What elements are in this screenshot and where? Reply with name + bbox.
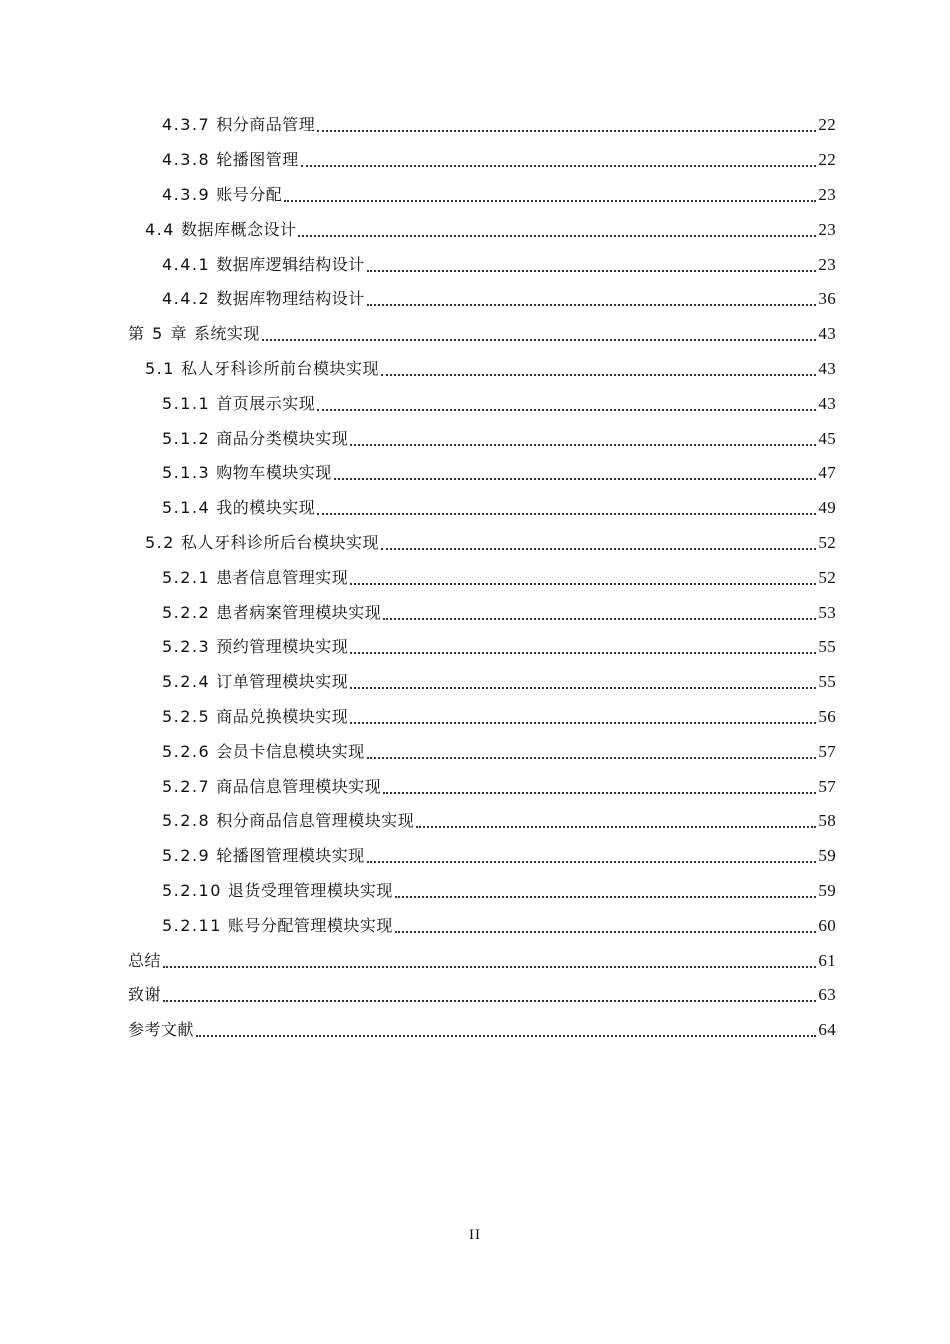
toc-entry-page: 57 (818, 741, 836, 761)
toc-dot-leader (395, 896, 816, 898)
toc-entry-page: 23 (818, 219, 836, 239)
toc-entry[interactable] (0, 247, 836, 282)
toc-entry[interactable] (0, 178, 836, 213)
toc-entry-page: 59 (818, 846, 836, 866)
toc-entry-page: 22 (818, 115, 836, 135)
toc-entry-number: 5.2.10 (162, 880, 222, 900)
toc-entry[interactable] (0, 421, 836, 456)
toc-entry-page: 45 (818, 428, 836, 448)
toc-entry-title: 商品兑换模块实现 (216, 706, 349, 726)
toc-entry[interactable] (0, 560, 836, 595)
toc-dot-leader (395, 931, 816, 933)
toc-entry[interactable] (0, 839, 836, 874)
toc-dot-leader (196, 1035, 816, 1037)
toc-entry-title: 总结 (128, 950, 162, 970)
toc-entry-page: 52 (818, 532, 836, 552)
toc-entry-number: 5.2.2 (162, 602, 211, 622)
toc-entry-page: 53 (818, 602, 836, 622)
toc-entry[interactable] (0, 665, 836, 700)
toc-dot-leader (301, 165, 817, 167)
toc-dot-leader (163, 966, 816, 968)
toc-entry[interactable] (0, 874, 836, 909)
toc-entry-number: 5.2.7 (162, 776, 211, 796)
toc-entry-number: 第 5 章 (128, 324, 188, 344)
toc-dot-leader (381, 548, 816, 550)
toc-entry-title: 首页展示实现 (216, 393, 316, 413)
toc-dot-leader (383, 792, 816, 794)
toc-entry-title: 私人牙科诊所后台模块实现 (180, 532, 379, 552)
toc-entry-title: 轮播图管理模块实现 (216, 846, 365, 866)
toc-entry-number: 5.2.1 (162, 567, 211, 587)
toc-entry[interactable] (0, 1013, 836, 1048)
toc-entry-page: 47 (818, 463, 836, 483)
toc-entry-page: 22 (818, 150, 836, 170)
toc-entry[interactable] (0, 908, 836, 943)
toc-dot-leader (334, 478, 817, 480)
toc-entry-number: 5.2.9 (162, 846, 211, 866)
toc-entry-page: 63 (818, 985, 836, 1005)
toc-entry[interactable] (0, 700, 836, 735)
toc-entry-page: 23 (818, 184, 836, 204)
toc-entry[interactable] (0, 456, 836, 491)
toc-entry[interactable] (0, 317, 836, 352)
toc-dot-leader (367, 270, 817, 272)
toc-entry[interactable] (0, 595, 836, 630)
toc-entry-title: 轮播图管理 (216, 150, 299, 170)
toc-dot-leader (416, 826, 816, 828)
toc-entry-title: 商品分类模块实现 (216, 428, 349, 448)
toc-entry-page: 52 (818, 567, 836, 587)
toc-entry-page: 43 (818, 393, 836, 413)
toc-dot-leader (383, 618, 816, 620)
toc-entry-number: 5.2.11 (162, 915, 222, 935)
toc-entry[interactable] (0, 943, 836, 978)
page-number: II (469, 1227, 481, 1243)
toc-dot-leader (163, 1000, 816, 1002)
toc-entry-title: 参考文献 (128, 1020, 195, 1040)
toc-entry-title: 患者信息管理实现 (216, 567, 349, 587)
toc-entry-number: 5.1.1 (162, 393, 211, 413)
toc-entry-number: 5.2.4 (162, 672, 211, 692)
toc-entry[interactable] (0, 212, 836, 247)
toc-entry-page: 23 (818, 254, 836, 274)
toc-entry-title: 商品信息管理模块实现 (216, 776, 382, 796)
toc-entry[interactable] (0, 282, 836, 317)
toc-dot-leader (317, 130, 816, 132)
toc-entry[interactable] (0, 526, 836, 561)
toc-entry-number: 4.4.1 (162, 254, 211, 274)
toc-dot-leader (262, 339, 817, 341)
toc-entry-number: 5.1 (145, 358, 175, 378)
toc-entry[interactable] (0, 143, 836, 178)
toc-entry-number: 5.2.6 (162, 741, 211, 761)
toc-entry-title: 数据库概念设计 (180, 219, 297, 239)
toc-entry-title: 患者病案管理模块实现 (216, 602, 382, 622)
toc-entry[interactable] (0, 386, 836, 421)
toc-dot-leader (350, 583, 816, 585)
toc-dot-leader (284, 200, 816, 202)
toc-entry-title: 致谢 (128, 985, 162, 1005)
toc-entry-title: 积分商品信息管理模块实现 (216, 811, 415, 831)
toc-dot-leader (381, 374, 816, 376)
toc-entry-page: 56 (818, 706, 836, 726)
toc-entry-title: 数据库物理结构设计 (216, 289, 365, 309)
toc-entry-title: 数据库逻辑结构设计 (216, 254, 365, 274)
toc-entry-page: 64 (818, 1020, 836, 1040)
toc-entry-title: 会员卡信息模块实现 (216, 741, 365, 761)
toc-dot-leader (317, 513, 816, 515)
toc-entry-number: 5.1.4 (162, 498, 211, 518)
toc-dot-leader (367, 861, 817, 863)
toc-dot-leader (350, 444, 816, 446)
toc-dot-leader (317, 409, 816, 411)
toc-dot-leader (350, 652, 816, 654)
toc-entry[interactable] (0, 630, 836, 665)
toc-entry-title: 我的模块实现 (216, 498, 316, 518)
toc-entry-title: 积分商品管理 (216, 115, 316, 135)
table-of-contents (0, 108, 950, 1048)
toc-entry-page: 36 (818, 289, 836, 309)
toc-dot-leader (367, 757, 817, 759)
toc-entry[interactable] (0, 734, 836, 769)
toc-entry-number: 5.2.5 (162, 706, 211, 726)
toc-entry-number: 4.4.2 (162, 289, 211, 309)
toc-entry-title: 购物车模块实现 (216, 463, 332, 483)
toc-entry-page: 49 (818, 498, 836, 518)
toc-entry-page: 55 (818, 637, 836, 657)
toc-entry-title: 系统实现 (193, 324, 260, 344)
toc-entry-page: 43 (818, 324, 836, 344)
toc-entry-number: 4.3.7 (162, 115, 211, 135)
toc-entry[interactable] (0, 491, 836, 526)
toc-entry-number: 5.2.3 (162, 637, 211, 657)
toc-dot-leader (350, 687, 816, 689)
toc-entry[interactable] (0, 769, 836, 804)
toc-entry[interactable] (0, 978, 836, 1013)
toc-dot-leader (350, 722, 816, 724)
toc-entry-page: 60 (818, 915, 836, 935)
toc-entry-page: 57 (818, 776, 836, 796)
toc-entry-number: 4.4 (145, 219, 175, 239)
toc-entry-number: 5.1.2 (162, 428, 211, 448)
toc-dot-leader (298, 235, 816, 237)
toc-entry-title: 私人牙科诊所前台模块实现 (180, 358, 379, 378)
toc-entry-page: 61 (818, 950, 836, 970)
toc-entry-title: 订单管理模块实现 (216, 672, 349, 692)
toc-entry-number: 4.3.9 (162, 184, 211, 204)
toc-entry[interactable] (0, 804, 836, 839)
toc-entry-title: 账号分配 (216, 184, 283, 204)
toc-entry-title: 退货受理管理模块实现 (227, 880, 393, 900)
toc-entry-number: 4.3.8 (162, 150, 211, 170)
toc-entry-title: 预约管理模块实现 (216, 637, 349, 657)
toc-entry-page: 55 (818, 672, 836, 692)
toc-entry-page: 58 (818, 811, 836, 831)
toc-entry-title: 账号分配管理模块实现 (227, 915, 393, 935)
toc-entry[interactable] (0, 352, 836, 387)
toc-dot-leader (367, 304, 817, 306)
toc-entry-page: 43 (818, 358, 836, 378)
toc-entry-number: 5.1.3 (162, 463, 211, 483)
toc-entry[interactable] (0, 108, 836, 143)
toc-entry-number: 5.2.8 (162, 811, 211, 831)
toc-entry-number: 5.2 (145, 532, 175, 552)
toc-entry-page: 59 (818, 880, 836, 900)
